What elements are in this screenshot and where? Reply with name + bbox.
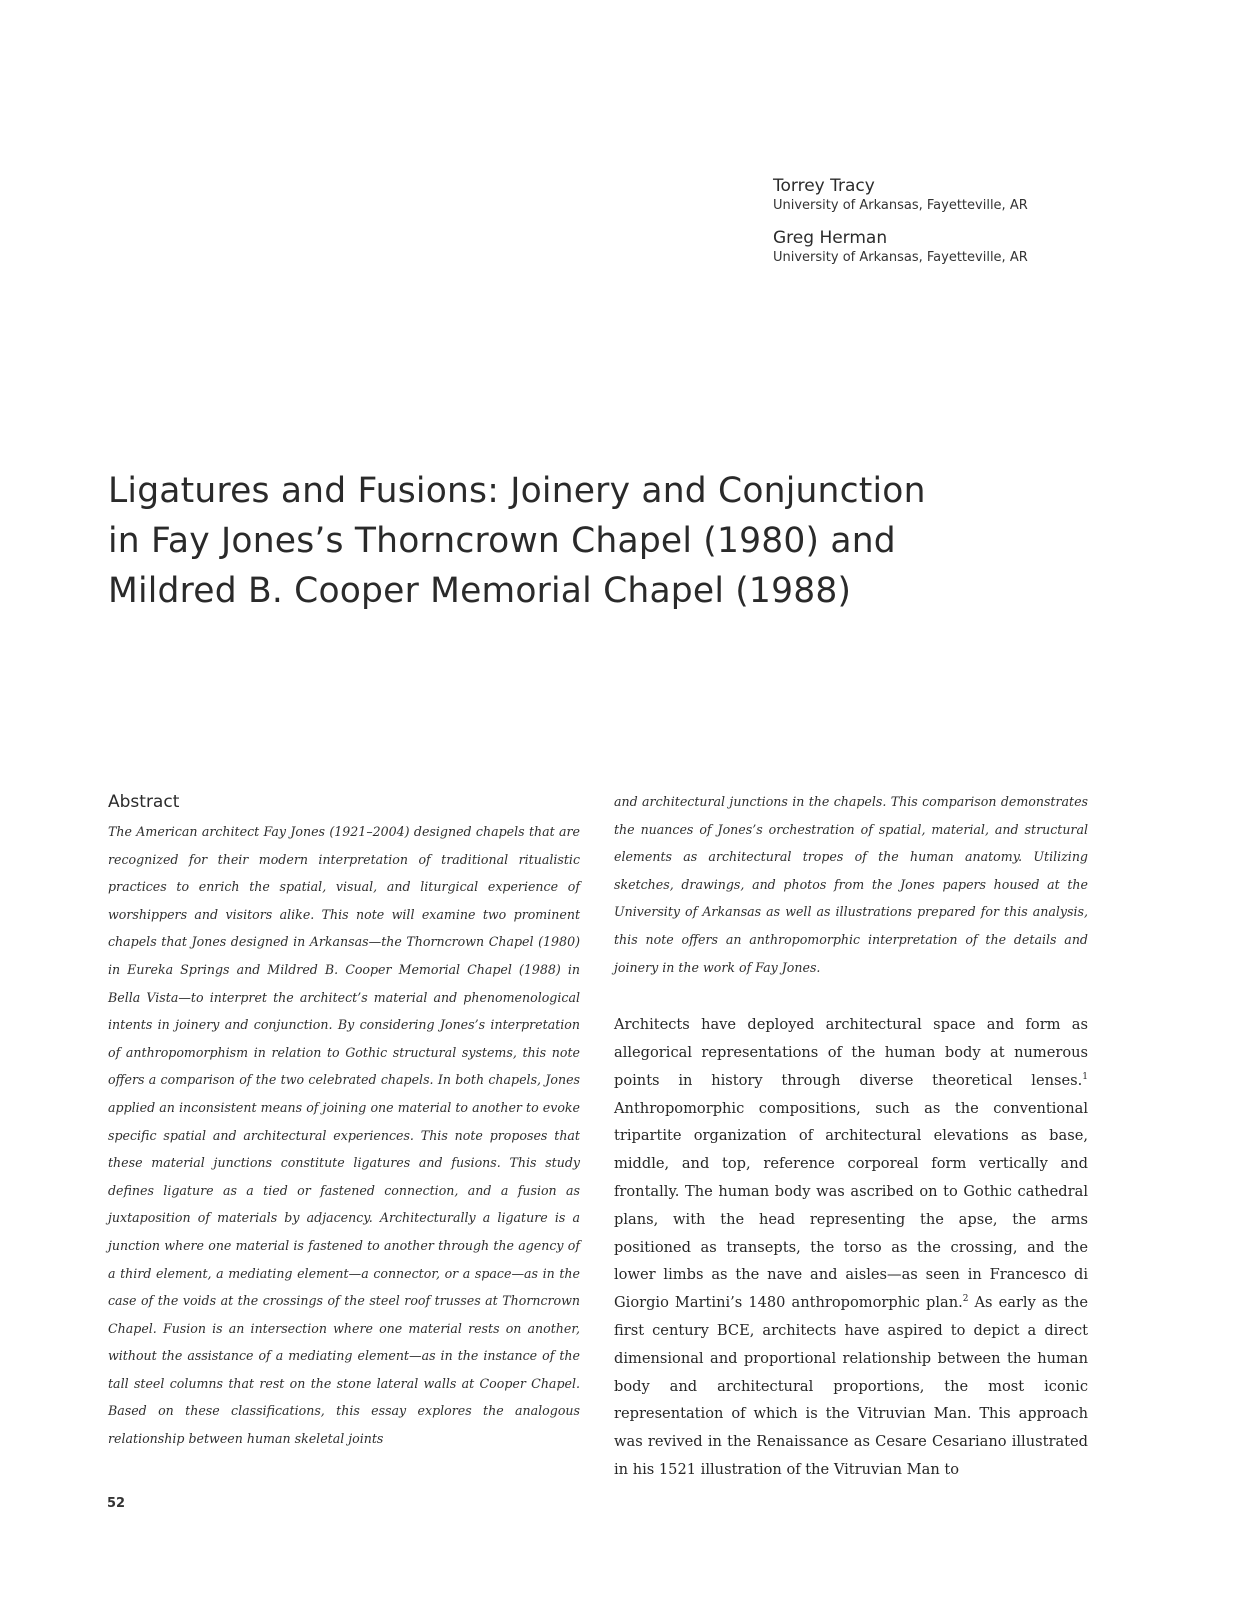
author-affiliation: University of Arkansas, Fayetteville, AR: [773, 250, 1028, 265]
body-paragraph: [614, 1011, 1088, 1484]
author-name: Torrey Tracy: [773, 176, 875, 196]
author-affiliation: University of Arkansas, Fayetteville, AR: [773, 198, 1028, 213]
abstract-heading: Abstract: [108, 792, 180, 812]
abstract-text-continued: and architectural junctions in the chapels. This comparison demonstrates the nuances of Jones’s orchestration of spatial, material, and structural elements as architectural tropes of the human anatomy. Utilizing sketches, drawings, and photos from the Jones papers housed at the University of Arkansas as well as illustrations prepared for this analysis, this note offers an anthropomorphic interpretation of the details and joinery in the work of Fay Jones.: [614, 794, 1088, 975]
author-name: Greg Herman: [773, 228, 888, 248]
left-column: [108, 790, 580, 1453]
body-text-part: As early as the first century BCE, architects have aspired to depict a direct dimensional and proportional relationship between the human body and architectural proportions, the most iconic representation of which is the Vitruvian Man. This approach was revived in the Renaissance as Cesare Cesariano illustrated in his 1521 illustration of the Vitruvian Man to: [614, 1294, 1088, 1478]
right-column: [614, 788, 1088, 1484]
abstract-text: The American architect Fay Jones (1921–2004) designed chapels that are recognized for their modern interpretation of traditional ritualistic practices to enrich the spatial, visual, and liturgical experience of worshippers and visitors alike. This note will examine two prominent chapels that Jones designed in Arkansas—the Thorncrown Chapel (1980) in Eureka Springs and Mildred B. Cooper Memorial Chapel (1988) in Bella Vista—to interpret the architect’s material and phenomenological intents in joinery and conjunction. By considering Jones’s interpretation of anthropomorphism in relation to Gothic structural systems, this note offers a comparison of the two celebrated chapels. In both chapels, Jones applied an inconsistent means of joining one material to another to evoke specific spatial and architectural experiences. This note proposes that these material junctions constitute ligatures and fusions. This study defines ligature as a tied or fastened connection, and a fusion as juxtaposition of materials by adjacency. Architecturally a ligature is a junction where one material is fastened to another through the agency of a third element, a mediating element—a connector, or a space—as in the case of the voids at the crossings of the steel roof trusses at Thorncrown Chapel. Fusion is an intersection where one material rests on another, without the assistance of a mediating element—as in the instance of the tall steel columns that rest on the stone lateral walls at Cooper Chapel. Based on these classifications, this essay explores the analogous relationship between human skeletal joints: [108, 824, 580, 1447]
title-line: Mildred B. Cooper Memorial Chapel (1988): [108, 571, 852, 611]
footnote-marker[interactable]: 1: [1082, 1071, 1088, 1082]
author-block: [773, 175, 1193, 279]
body-text-part: Anthropomorphic compositions, such as the conventional tripartite organization of architectural elevations as base, middle, and top, reference corporeal form vertically and frontally. The human body was ascribed on to Gothic cathedral plans, with the head representing the apse, the arms positioned as transepts, the torso as the crossing, and the lower limbs as the nave and aisles—as seen in Francesco di Giorgio Martini’s 1480 anthropomorphic plan.: [614, 1099, 1088, 1312]
page-number: 52: [107, 1496, 126, 1511]
footnote-marker[interactable]: 2: [962, 1294, 969, 1305]
body-text-part: Architects have deployed architectural space and form as allegorical representations of the human body at numerous points in history through diverse theoretical lenses.: [614, 1016, 1088, 1089]
title-line: Ligatures and Fusions: Joinery and Conjunction: [108, 471, 926, 511]
title-line: in Fay Jones’s Thorncrown Chapel (1980) and: [108, 521, 896, 561]
paper-title: [108, 466, 1148, 616]
